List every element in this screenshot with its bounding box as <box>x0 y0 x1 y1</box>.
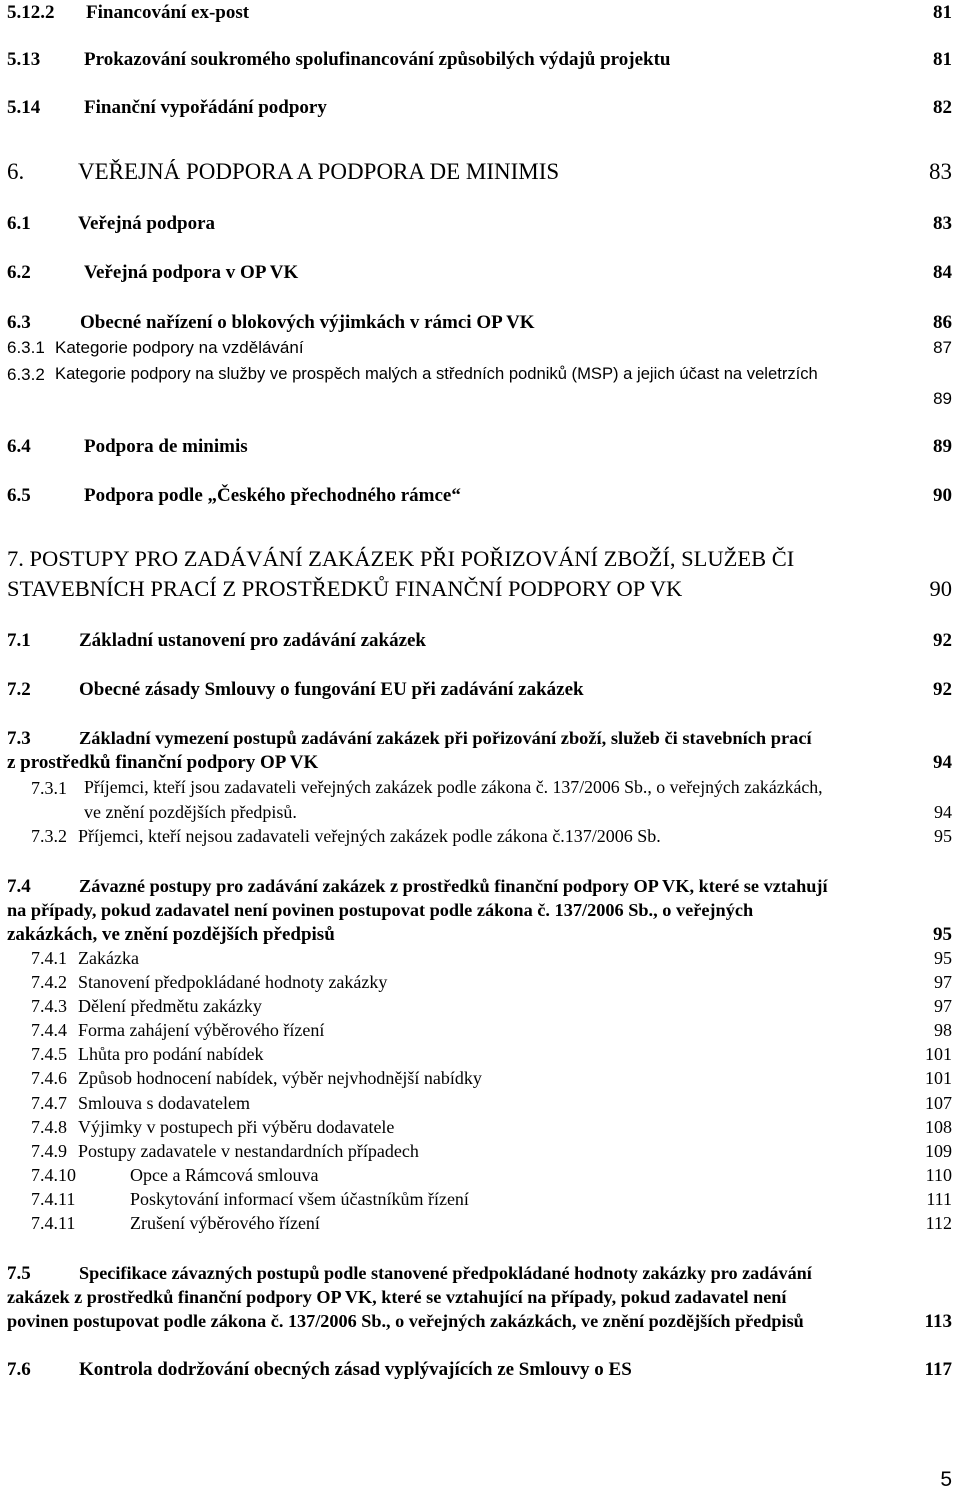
toc-subentry-num: 7.4.10 <box>31 1165 76 1185</box>
toc-entry-title[interactable]: Obecné nařízení o blokových výjimkách v rámci OP VK <box>80 312 535 333</box>
toc-entry-title[interactable]: Finanční vypořádání podpory <box>84 97 327 118</box>
toc-subentry-title-line2[interactable]: ve znění pozdějších předpisů. <box>84 802 297 822</box>
toc-subentry-title[interactable]: Stanovení předpokládané hodnoty zakázky <box>78 972 388 992</box>
toc-subentry-page: 112 <box>925 1213 952 1233</box>
toc-subentry-num: 7.4.1 <box>31 948 67 968</box>
toc-entry-page: 90 <box>933 485 952 506</box>
toc-entry-page: 86 <box>933 312 952 333</box>
toc-entry-title[interactable]: Veřejná podpora <box>78 213 216 234</box>
toc-entry-title[interactable]: Obecné zásady Smlouvy o fungování EU při zadávání zakázek <box>79 679 584 700</box>
toc-subentry-page: 101 <box>925 1044 952 1064</box>
toc-entry-title[interactable]: Specifikace závazných postupů podle stanovené předpokládané hodnoty zakázky pro zadávání <box>79 1263 812 1283</box>
toc-subentry-num: 7.4.2 <box>31 972 67 992</box>
toc-entry-page: 84 <box>933 262 952 283</box>
toc-subentry-num: 7.4.11 <box>31 1189 76 1209</box>
toc-subentry-page: 110 <box>925 1165 952 1185</box>
toc-subentry-page: 98 <box>934 1020 952 1040</box>
toc-subentry-page: 87 <box>933 338 952 357</box>
toc-entry-num: 7.1 <box>7 630 31 651</box>
toc-entry-title[interactable]: Veřejná podpora v OP VK <box>84 262 299 283</box>
toc-subentry-page: 101 <box>925 1068 952 1088</box>
toc-entry-title[interactable]: Závazné postupy pro zadávání zakázek z prostředků finanční podpory OP VK, které se vztahují <box>79 876 828 896</box>
toc-subentry-title[interactable]: Zrušení výběrového řízení <box>130 1213 320 1233</box>
toc-entry-title-line2[interactable]: z prostředků finanční podpory OP VK <box>7 752 319 773</box>
toc-subentry-title[interactable]: Příjemci, kteří nejsou zadavateli veřejných zakázek podle zákona č.137/2006 Sb. <box>78 826 661 846</box>
toc-entry-num: 6.3 <box>7 312 31 333</box>
toc-subentry-page: 95 <box>934 948 952 968</box>
toc-subentry-page: 109 <box>925 1141 952 1161</box>
toc-subentry-title[interactable]: Kategorie podpory na služby ve prospěch malých a středních podniků (MSP) a jejich účast na veletrzích <box>55 364 818 383</box>
page-number: 5 <box>940 1468 952 1491</box>
toc-subentry-num: 7.3.2 <box>31 826 67 846</box>
toc-entry-num: 7.2 <box>7 679 31 700</box>
toc-subentry-num: 7.3.1 <box>31 778 67 798</box>
toc-subentry-title[interactable]: Zakázka <box>78 948 139 968</box>
toc-subentry-page: 108 <box>925 1117 952 1137</box>
toc-subentry-page: 89 <box>933 389 952 408</box>
toc-entry-page: 81 <box>933 2 952 23</box>
toc-entry-page: 117 <box>924 1359 952 1380</box>
toc-entry-num: 7.4 <box>7 876 31 897</box>
toc-entry-title[interactable]: Financování ex-post <box>86 2 250 23</box>
toc-entry-title[interactable]: Základní vymezení postupů zadávání zakázek při pořizování zboží, služeb či stavebních prací <box>79 728 812 748</box>
toc-subentry-title[interactable]: Příjemci, kteří jsou zadavateli veřejných zakázek podle zákona č. 137/2006 Sb., o veřejných zakázkách, <box>84 777 823 797</box>
toc-subentry-num: 7.4.6 <box>31 1068 67 1088</box>
toc-entry-page: 82 <box>933 97 952 118</box>
toc-entry-page: 113 <box>924 1311 952 1332</box>
toc-subentry-page: 97 <box>934 972 952 992</box>
toc-entry-title[interactable]: Podpora de minimis <box>84 436 248 457</box>
toc-subentry-title[interactable]: Výjimky v postupech při výběru dodavatele <box>78 1117 395 1137</box>
toc-entry-title-line2[interactable]: zakázek z prostředků finanční podpory OP VK, které se vztahující na případy, pokud zadavatel není <box>7 1287 787 1307</box>
toc-entry-num: 5.12.2 <box>7 2 55 23</box>
toc-entry-title-line3[interactable]: povinen postupovat podle zákona č. 137/2006 Sb., o veřejných zakázkách, ve znění pozdějších předpisů <box>7 1311 804 1331</box>
toc-subentry-title[interactable]: Způsob hodnocení nabídek, výběr nejvhodnější nabídky <box>78 1068 482 1088</box>
toc-entry-num: 5.13 <box>7 49 41 70</box>
toc-subentry-title[interactable]: Opce a Rámcová smlouva <box>130 1165 319 1185</box>
toc-entry-num: 7.3 <box>7 728 31 749</box>
toc-chapter-title[interactable]: VEŘEJNÁ PODPORA A PODPORA DE MINIMIS <box>78 159 560 184</box>
toc-subentry-title[interactable]: Forma zahájení výběrového řízení <box>78 1020 325 1040</box>
toc-entry-title[interactable]: Podpora podle „Českého přechodného rámce“ <box>84 485 461 506</box>
toc-subentry-num: 7.4.5 <box>31 1044 67 1064</box>
toc-subentry-title[interactable]: Poskytování informací všem účastníkům řízení <box>130 1189 469 1209</box>
toc-subentry-title[interactable]: Kategorie podpory na vzdělávání <box>55 338 304 357</box>
toc-subentry-num: 7.4.3 <box>31 996 67 1016</box>
toc-subentry-num: 7.4.7 <box>31 1093 67 1113</box>
toc-subentry-page: 111 <box>926 1189 952 1209</box>
toc-entry-num: 7.5 <box>7 1263 31 1284</box>
toc-entry-title[interactable]: Základní ustanovení pro zadávání zakázek <box>79 630 427 651</box>
toc-entry-page: 92 <box>933 630 952 651</box>
toc-subentry-num: 7.4.8 <box>31 1117 67 1137</box>
toc-entry-num: 6.2 <box>7 262 31 283</box>
toc-subentry-title[interactable]: Smlouva s dodavatelem <box>78 1093 250 1113</box>
toc-chapter-page: 90 <box>929 576 952 601</box>
toc-entry-title-line3[interactable]: zakázkách, ve znění pozdějších předpisů <box>7 924 335 945</box>
toc-subentry-page: 95 <box>934 826 952 846</box>
toc-entry-num: 6.5 <box>7 485 31 506</box>
toc-subentry-num: 7.4.9 <box>31 1141 67 1161</box>
toc-entry-num: 5.14 <box>7 97 41 118</box>
toc-subentry-num: 7.4.11 <box>31 1213 76 1233</box>
toc-chapter-title-line1[interactable]: 7. POSTUPY PRO ZADÁVÁNÍ ZAKÁZEK PŘI POŘIZOVÁNÍ ZBOŽÍ, SLUŽEB ČI <box>7 546 795 571</box>
toc-entry-page: 81 <box>933 49 952 70</box>
toc-subentry-page: 97 <box>934 996 952 1016</box>
toc-subentry-title[interactable]: Dělení předmětu zakázky <box>78 996 262 1016</box>
toc-entry-title[interactable]: Prokazování soukromého spolufinancování způsobilých výdajů projektu <box>84 49 671 70</box>
toc-chapter-page: 83 <box>929 159 952 184</box>
toc-subentry-num: 6.3.1 <box>7 338 45 357</box>
toc-subentry-page: 94 <box>934 802 952 822</box>
toc-entry-title[interactable]: Kontrola dodržování obecných zásad vyplývajících ze Smlouvy o ES <box>79 1359 632 1380</box>
toc-subentry-num: 7.4.4 <box>31 1020 67 1040</box>
toc-subentry-title[interactable]: Postupy zadavatele v nestandardních případech <box>78 1141 419 1161</box>
toc-chapter-title-line2[interactable]: STAVEBNÍCH PRACÍ Z PROSTŘEDKŮ FINANČNÍ PODPORY OP VK <box>7 576 683 601</box>
toc-entry-num: 6.1 <box>7 213 31 234</box>
toc-entry-page: 94 <box>933 752 952 773</box>
toc-entry-title-line2[interactable]: na případy, pokud zadavatel není povinen postupovat podle zákona č. 137/2006 Sb., o veřejných <box>7 900 754 920</box>
toc-entry-page: 92 <box>933 679 952 700</box>
toc-chapter-num: 6. <box>7 159 25 184</box>
toc-subentry-page: 107 <box>925 1093 952 1113</box>
toc-subentry-num: 6.3.2 <box>7 365 45 384</box>
toc-entry-page: 95 <box>933 924 952 945</box>
toc-entry-num: 6.4 <box>7 436 31 457</box>
toc-subentry-title[interactable]: Lhůta pro podání nabídek <box>78 1044 264 1064</box>
toc-entry-num: 7.6 <box>7 1359 31 1380</box>
toc-entry-page: 83 <box>933 213 952 234</box>
toc-entry-page: 89 <box>933 436 952 457</box>
